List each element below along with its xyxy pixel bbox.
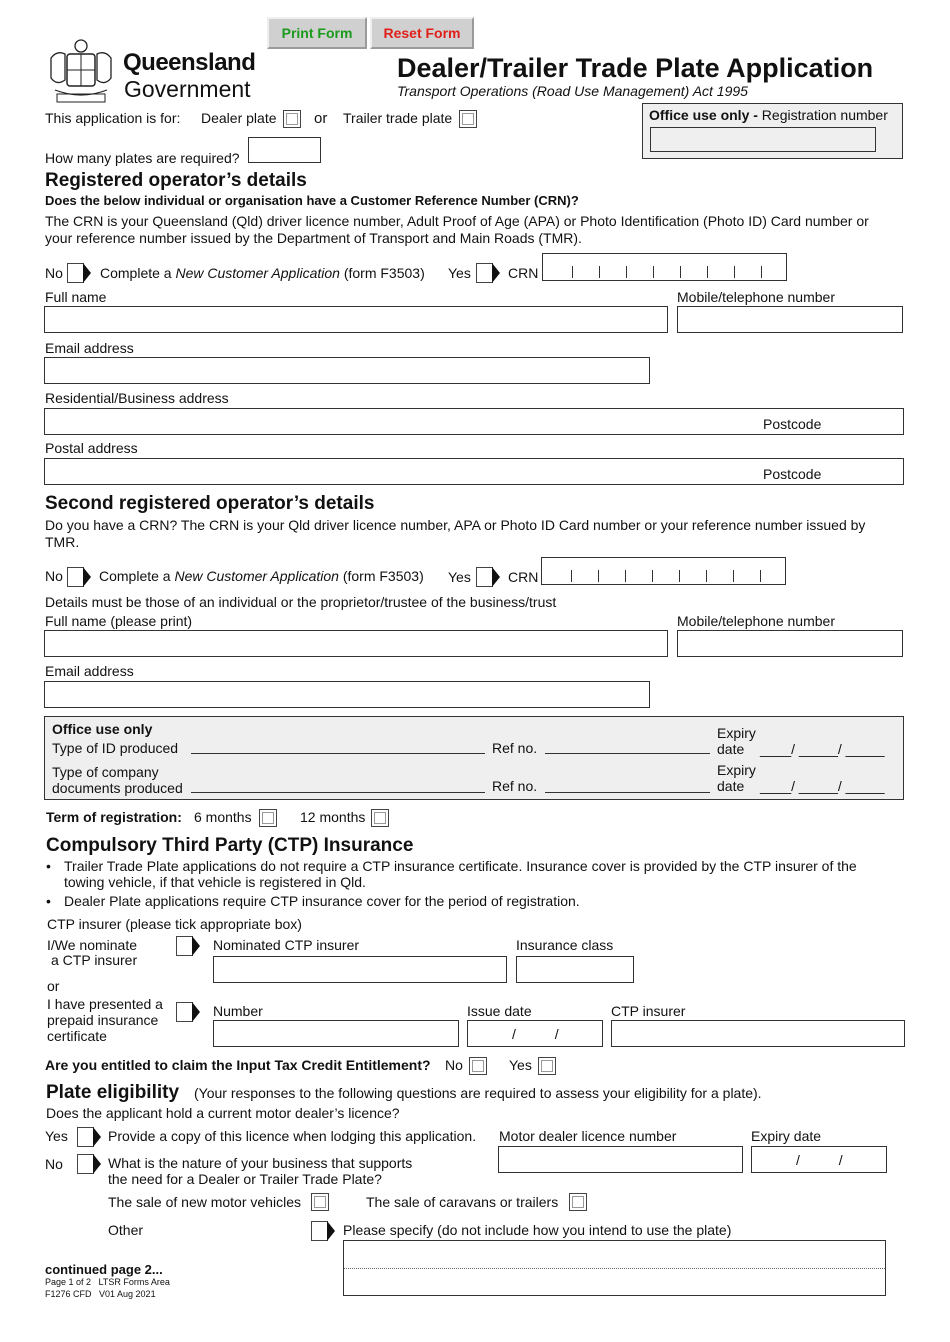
ref-no-line-2[interactable] bbox=[545, 792, 710, 793]
licence-yes-checkbox[interactable] bbox=[77, 1127, 99, 1147]
input-tax-no-checkbox[interactable] bbox=[469, 1057, 487, 1075]
licence-no-checkbox[interactable] bbox=[77, 1154, 99, 1174]
caravans-checkbox[interactable] bbox=[569, 1193, 587, 1211]
registered-operator-heading: Registered operator’s details bbox=[45, 170, 307, 191]
business-nature-label-2: the need for a Dealer or Trailer Trade Plate? bbox=[108, 1171, 382, 1187]
office-use-label: Office use only - bbox=[649, 107, 758, 123]
registration-number-label: Registration number bbox=[757, 107, 888, 123]
term-6-months-checkbox[interactable] bbox=[259, 809, 277, 827]
email-input[interactable] bbox=[44, 357, 650, 384]
licence-expiry-slashes: / / bbox=[796, 1152, 843, 1168]
id-type-line[interactable] bbox=[191, 753, 485, 754]
trailer-plate-checkbox[interactable] bbox=[459, 110, 477, 128]
new-vehicles-label: The sale of new motor vehicles bbox=[108, 1194, 301, 1210]
residential-postcode-label: Postcode bbox=[763, 416, 822, 432]
company-type-label-2: documents produced bbox=[52, 780, 183, 796]
presented-checkbox[interactable] bbox=[176, 1002, 198, 1022]
mobile-label: Mobile/telephone number bbox=[677, 289, 835, 305]
second-full-name-label: Full name (please print) bbox=[45, 613, 193, 629]
crn-no-label: No bbox=[45, 265, 63, 281]
crn-info-line-2: your reference number issued by the Department of Transport and Main Roads (TMR). bbox=[45, 230, 582, 246]
date-label: date bbox=[717, 741, 745, 757]
new-customer-instruction: Complete a New Customer Application (form F3503) bbox=[100, 265, 425, 281]
ctp-bullet-1-cont: towing vehicle, if that vehicle is registered in Qld. bbox=[64, 874, 366, 890]
insurance-class-input[interactable] bbox=[516, 956, 634, 983]
nominate-label-1: I/We nominate bbox=[47, 937, 138, 953]
provide-copy-label: Provide a copy of this licence when lodging this application. bbox=[108, 1128, 477, 1144]
input-tax-yes-checkbox[interactable] bbox=[538, 1057, 556, 1075]
second-crn-label: CRN bbox=[508, 569, 539, 585]
dealer-plate-label: Dealer plate bbox=[201, 110, 277, 126]
second-new-customer-instruction: Complete a New Customer Application (form F3503) bbox=[99, 568, 424, 584]
crn-input[interactable] bbox=[542, 253, 787, 281]
page-number: Page 1 of 2 LTSR Forms Area bbox=[45, 1277, 170, 1287]
second-mobile-label: Mobile/telephone number bbox=[677, 613, 835, 629]
second-crn-info-line-2: TMR. bbox=[45, 534, 80, 550]
how-many-plates-input[interactable] bbox=[248, 137, 321, 163]
issue-date-label: Issue date bbox=[467, 1003, 532, 1019]
continued-label: continued page 2... bbox=[45, 1262, 163, 1277]
licence-yes-label: Yes bbox=[45, 1128, 68, 1144]
input-tax-no-label: No bbox=[445, 1057, 463, 1073]
ref-no-label-2: Ref no. bbox=[492, 778, 538, 794]
ctp-heading: Compulsory Third Party (CTP) Insurance bbox=[46, 835, 414, 856]
reset-form-button[interactable]: Reset Form bbox=[370, 17, 474, 49]
ref-no-label: Ref no. bbox=[492, 740, 538, 756]
presented-label-3: certificate bbox=[47, 1028, 107, 1044]
logo-text-government: Government bbox=[124, 76, 251, 102]
ctp-insurer-note: CTP insurer (please tick appropriate box) bbox=[47, 916, 302, 932]
input-tax-yes-label: Yes bbox=[509, 1057, 532, 1073]
certificate-number-input[interactable] bbox=[213, 1020, 459, 1047]
input-tax-question: Are you entitled to claim the Input Tax Credit Entitlement? bbox=[45, 1057, 431, 1073]
email-label: Email address bbox=[45, 340, 134, 356]
expiry-date-blank-2[interactable]: ____/ _____/ _____ bbox=[760, 778, 885, 794]
new-vehicles-checkbox[interactable] bbox=[311, 1193, 329, 1211]
issue-date-slashes: / / bbox=[512, 1026, 559, 1042]
print-form-button[interactable]: Print Form bbox=[267, 17, 367, 49]
please-specify-input[interactable] bbox=[343, 1240, 886, 1296]
logo-text-queensland: Queensland bbox=[123, 49, 256, 76]
crn-info-line-1: The CRN is your Queensland (Qld) driver licence number, Adult Proof of Age (APA) or Photo Identification (Photo ID) Card number or bbox=[45, 213, 869, 229]
please-specify-label: Please specify (do not include how you intend to use the plate) bbox=[343, 1222, 732, 1238]
presented-label-1: I have presented a bbox=[47, 996, 163, 1012]
term-12-months-label: 12 months bbox=[300, 809, 366, 825]
ctp-insurer-label: CTP insurer bbox=[611, 1003, 686, 1019]
nominate-label-2: a CTP insurer bbox=[51, 952, 138, 968]
or-label: or bbox=[314, 110, 328, 127]
other-label: Other bbox=[108, 1222, 144, 1238]
id-type-label: Type of ID produced bbox=[52, 740, 179, 756]
term-6-months-label: 6 months bbox=[194, 809, 252, 825]
eligibility-heading: Plate eligibility bbox=[46, 1082, 180, 1103]
crn-yes-label: Yes bbox=[448, 265, 471, 281]
company-type-label-1: Type of company bbox=[52, 764, 159, 780]
second-crn-input[interactable] bbox=[541, 557, 786, 585]
date-label-2: date bbox=[717, 778, 745, 794]
details-note: Details must be those of an individual or the proprietor/trustee of the business/trust bbox=[45, 594, 557, 610]
licence-number-input[interactable] bbox=[498, 1146, 743, 1173]
nominate-checkbox[interactable] bbox=[176, 936, 198, 956]
registration-number-field[interactable] bbox=[650, 127, 876, 152]
office-use-title: Office use only bbox=[52, 721, 153, 737]
form-code: F1276 CFD V01 Aug 2021 bbox=[45, 1289, 156, 1299]
nominated-insurer-input[interactable] bbox=[213, 956, 507, 983]
crn-yes-checkbox[interactable] bbox=[476, 263, 498, 283]
licence-expiry-label: Expiry date bbox=[751, 1128, 822, 1144]
dealer-plate-checkbox[interactable] bbox=[283, 110, 301, 128]
business-nature-label-1: What is the nature of your business that supports bbox=[108, 1155, 413, 1171]
expiry-label: Expiry bbox=[717, 725, 756, 741]
second-email-label: Email address bbox=[45, 663, 134, 679]
second-crn-no-label: No bbox=[45, 568, 63, 584]
office-use-id-box bbox=[44, 716, 904, 800]
page-subtitle: Transport Operations (Road Use Management) Act 1995 bbox=[397, 83, 748, 99]
ctp-insurer-input[interactable] bbox=[611, 1020, 905, 1047]
second-email-input[interactable] bbox=[44, 681, 650, 708]
queensland-crest-logo bbox=[45, 36, 117, 106]
ctp-bullet-1: • Trailer Trade Plate applications do not require a CTP insurance certificate. Insurance cover is provided by the CTP insurer of the bbox=[64, 858, 857, 874]
application-for-label: This application is for: bbox=[45, 110, 181, 126]
crn-question: Does the below individual or organisation have a Customer Reference Number (CRN)? bbox=[45, 193, 579, 208]
other-checkbox[interactable] bbox=[311, 1221, 333, 1241]
how-many-plates-label: How many plates are required? bbox=[45, 150, 240, 166]
nominated-insurer-label: Nominated CTP insurer bbox=[213, 937, 360, 953]
postal-address-label: Postal address bbox=[45, 440, 138, 456]
ctp-bullet-2: • Dealer Plate applications require CTP insurance cover for the period of registration. bbox=[64, 893, 580, 909]
term-12-months-checkbox[interactable] bbox=[371, 809, 389, 827]
dealer-licence-question: Does the applicant hold a current motor dealer’s licence? bbox=[46, 1105, 400, 1121]
postal-postcode-label: Postcode bbox=[763, 466, 822, 482]
eligibility-heading-note: (Your responses to the following questions are required to assess your eligibility for a plate). bbox=[194, 1085, 762, 1101]
office-use-registration-box bbox=[642, 103, 903, 159]
full-name-input[interactable] bbox=[44, 306, 668, 333]
crn-label: CRN bbox=[508, 265, 539, 281]
second-operator-heading: Second registered operator’s details bbox=[45, 493, 375, 514]
residential-address-label: Residential/Business address bbox=[45, 390, 229, 406]
page-title: Dealer/Trailer Trade Plate Application bbox=[397, 53, 874, 83]
licence-no-label: No bbox=[45, 1156, 63, 1172]
company-type-line[interactable] bbox=[191, 792, 485, 793]
insurance-class-label: Insurance class bbox=[516, 937, 614, 953]
presented-label-2: prepaid insurance bbox=[47, 1012, 159, 1028]
term-label: Term of registration: bbox=[46, 809, 182, 825]
licence-number-label: Motor dealer licence number bbox=[499, 1128, 677, 1144]
second-crn-info-line-1: Do you have a CRN? The CRN is your Qld driver licence number, APA or Photo ID Card number or your reference number issued by bbox=[45, 517, 866, 533]
expiry-date-blank[interactable]: ____/ _____/ _____ bbox=[760, 741, 885, 757]
full-name-label: Full name bbox=[45, 289, 107, 305]
second-crn-no-checkbox[interactable] bbox=[67, 567, 89, 587]
crn-no-checkbox[interactable] bbox=[67, 263, 89, 283]
second-full-name-input[interactable] bbox=[44, 630, 668, 657]
trailer-plate-label: Trailer trade plate bbox=[343, 110, 453, 126]
expiry-label-2: Expiry bbox=[717, 762, 756, 778]
ctp-or-label: or bbox=[47, 978, 60, 994]
second-mobile-input[interactable] bbox=[677, 630, 903, 657]
mobile-input[interactable] bbox=[677, 306, 903, 333]
caravans-label: The sale of caravans or trailers bbox=[366, 1194, 559, 1210]
second-crn-yes-label: Yes bbox=[448, 569, 471, 585]
certificate-number-label: Number bbox=[213, 1003, 263, 1019]
ref-no-line[interactable] bbox=[545, 753, 710, 754]
second-crn-yes-checkbox[interactable] bbox=[476, 567, 498, 587]
